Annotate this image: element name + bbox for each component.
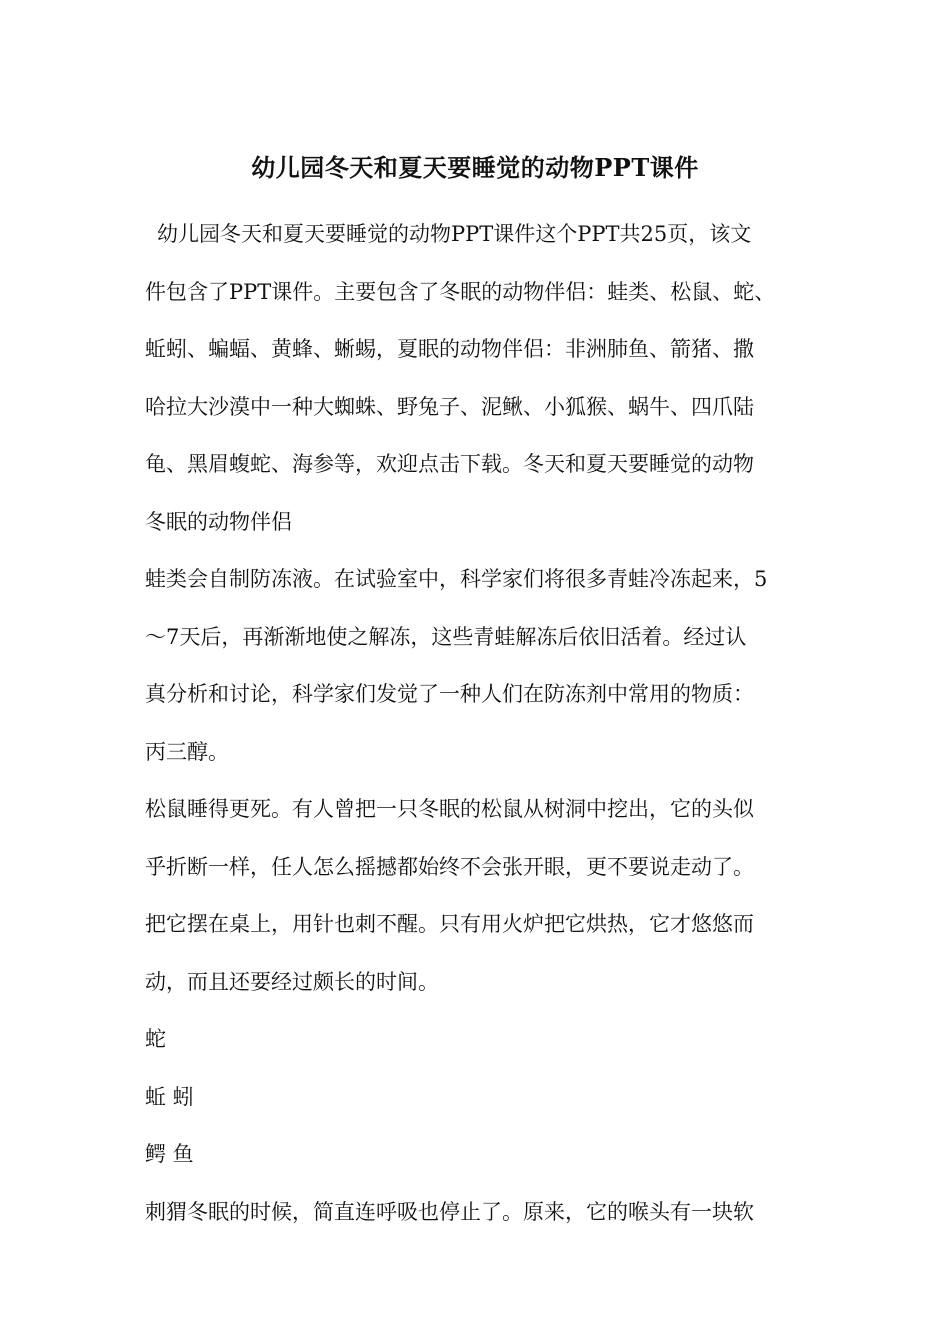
intro-line: 件包含了PPT课件。主要包含了冬眠的动物伴侣：蛙类、松鼠、蛇、 xyxy=(145,279,776,304)
snake-paragraph xyxy=(145,1011,835,1069)
frog-paragraph xyxy=(145,551,835,781)
intro-paragraph xyxy=(145,206,835,494)
intro-line: 幼儿园冬天和夏天要睡觉的动物PPT课件这个PPT共25页，该文 xyxy=(157,222,752,246)
crocodile-paragraph xyxy=(145,1126,835,1184)
squirrel-line: 松鼠睡得更死。有人曾把一只冬眠的松鼠从树洞中挖出，它的头似 xyxy=(145,797,754,821)
frog-line: 真分析和讨论，科学家们发觉了一种人们在防冻剂中常用的物质： xyxy=(145,682,754,706)
frog-line: ～7天后，再渐渐地使之解冻，这些青蛙解冻后依旧活着。经过认 xyxy=(145,624,747,649)
frog-line: 丙三醇。 xyxy=(145,739,229,764)
frog-line: 蛙类会自制防冻液。在试验室中，科学家们将很多青蛙冷冻起来，5 xyxy=(145,567,768,591)
squirrel-line: 乎折断一样，任人怎么摇撼都始终不会张开眼，更不要说走动了。 xyxy=(145,854,754,879)
crocodile-heading: 鳄 鱼 xyxy=(145,1142,194,1166)
snake-heading: 蛇 xyxy=(145,1027,166,1051)
squirrel-line: 把它摆在桌上，用针也刺不醒。只有用火炉把它烘热，它才悠悠而 xyxy=(145,912,754,936)
document-body xyxy=(145,206,835,1241)
earthworm-heading: 蚯 蚓 xyxy=(145,1084,194,1109)
hedgehog-paragraph xyxy=(145,1184,835,1242)
intro-line: 蚯蚓、蝙蝠、黄蜂、蜥蜴，夏眠的动物伴侣：非洲肺鱼、箭猪、撒 xyxy=(145,337,754,361)
hedgehog-line: 刺猬冬眠的时候，简直连呼吸也停止了。原来，它的喉头有一块软 xyxy=(145,1199,754,1224)
earthworm-paragraph xyxy=(145,1069,835,1127)
intro-line: 哈拉大沙漠中一种大蜘蛛、野兔子、泥鳅、小狐猴、蜗牛、四爪陆 xyxy=(145,394,754,419)
squirrel-paragraph xyxy=(145,781,835,1011)
squirrel-line: 动，而且还要经过颇长的时间。 xyxy=(145,969,439,994)
section-heading: 冬眠的动物伴侣 xyxy=(145,509,292,534)
section-heading-paragraph xyxy=(145,494,835,552)
document-title: 幼儿园冬天和夏天要睡觉的动物PPT课件 xyxy=(251,153,699,183)
intro-line: 龟、黑眉蝮蛇、海参等，欢迎点击下载。冬天和夏天要睡觉的动物 xyxy=(145,452,754,476)
